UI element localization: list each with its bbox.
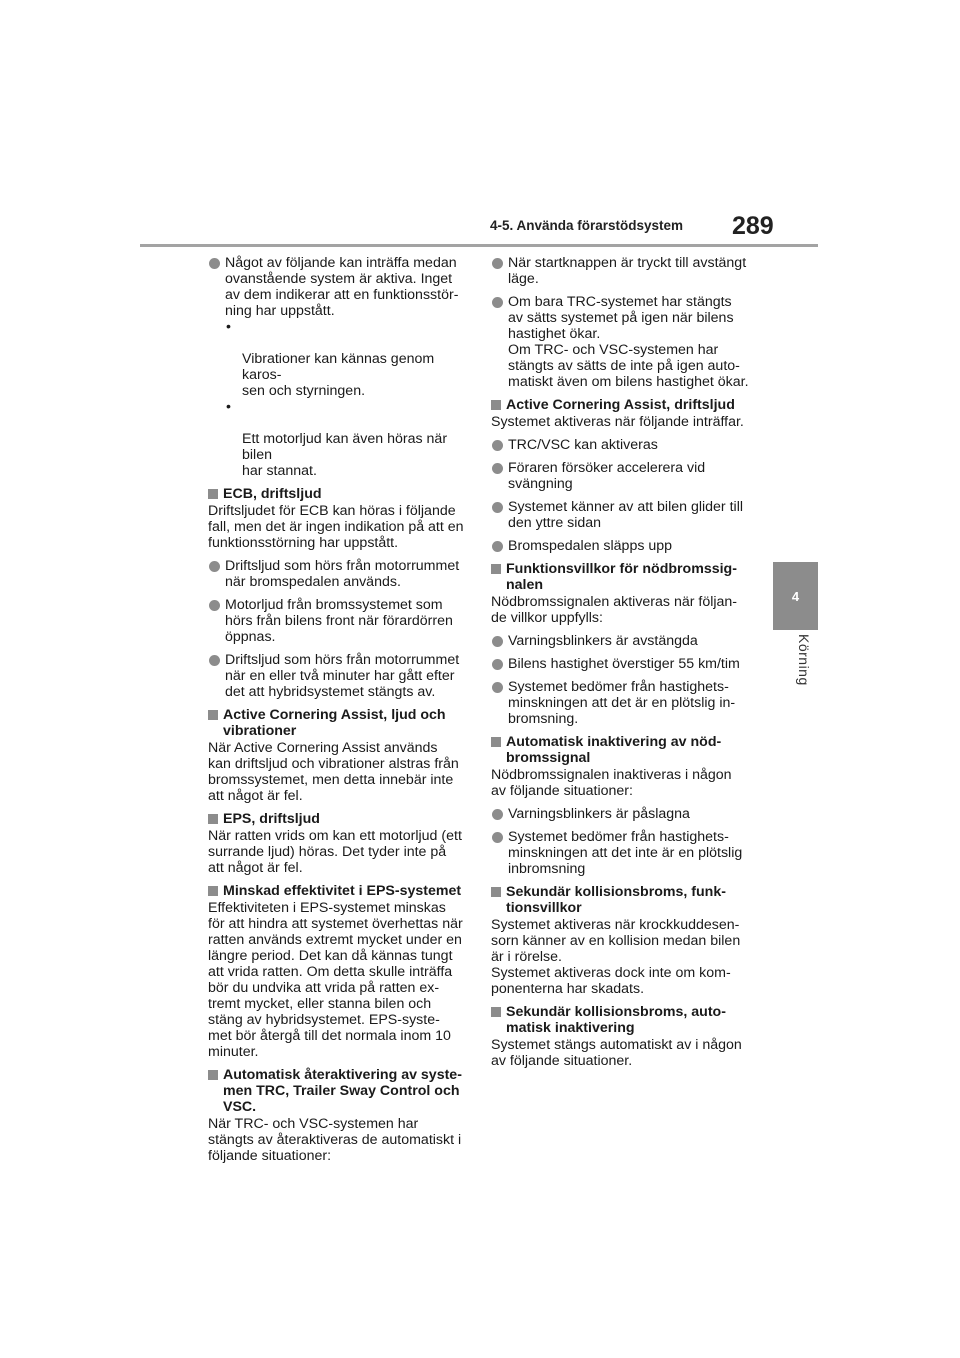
square-icon <box>208 814 218 824</box>
bullet-text: Driftsljud som hörs från motorrummet när en eller två minuter har gått efter det att hybridsystemet stängts av. <box>225 652 460 700</box>
sub-item <box>225 399 466 479</box>
heading-text: Sekundär kollisionsbroms, funk- tionsvillkor <box>506 884 726 916</box>
section-heading <box>208 811 466 827</box>
bullet-text: Bilens hastighet överstiger 55 km/tim <box>508 656 740 672</box>
paragraph: När TRC- och VSC-systemen har stängts av återaktiveras de automatiskt i följande situationer: <box>208 1116 462 1164</box>
section <box>491 734 749 799</box>
dash-icon: • <box>226 399 231 415</box>
bullet-icon <box>492 659 503 670</box>
section-heading <box>491 1004 749 1036</box>
bullet-text: Föraren försöker accelerera vid svängning <box>508 460 706 492</box>
sub-item-text: Vibrationer kan kännas genom karos- sen och styrningen. <box>242 351 435 399</box>
bullet-icon <box>492 832 503 843</box>
bullet-icon <box>209 655 220 666</box>
paragraph: När Active Cornering Assist används kan driftsljud och vibrationer alstras från bromssystemet, men detta innebär inte att något är fel. <box>208 740 459 804</box>
square-icon <box>491 887 501 897</box>
section <box>208 707 466 804</box>
bullet-item <box>491 538 749 554</box>
bullet-item <box>208 558 466 590</box>
heading-text: Funktionsvillkor för nödbromssig- nalen <box>506 561 737 593</box>
sub-item <box>225 319 466 399</box>
section <box>491 884 749 997</box>
section-heading <box>208 707 466 739</box>
bullet-text: Något av följande kan inträffa medan ovanstående system är aktiva. Inget av dem indikerar att en funktionsstör- ning har uppstått. <box>225 255 459 319</box>
bullet-text: Om bara TRC-systemet har stängts av sätts systemet på igen när bilens hastighet ökar. Om TRC- och VSC-systemen har stängts av sätts de inte på igen auto- matiskt även om bilens hastighet ökar. <box>508 294 749 390</box>
section <box>491 561 749 626</box>
page-number: 289 <box>732 212 774 240</box>
bullet-icon <box>492 297 503 308</box>
bullet-item <box>491 633 749 649</box>
bullet-text: Varningsblinkers är påslagna <box>508 806 690 822</box>
bullet-text: Driftsljud som hörs från motorrummet när bromspedalen används. <box>225 558 460 590</box>
bullet-text: Systemet känner av att bilen glider till den yttre sidan <box>508 499 743 531</box>
section <box>208 883 466 1060</box>
bullet-item <box>491 679 749 727</box>
bullet-item <box>208 597 466 645</box>
heading-text: Automatisk inaktivering av nöd- bromssignal <box>506 734 722 766</box>
bullet-icon <box>492 463 503 474</box>
bullet-icon <box>209 600 220 611</box>
section-heading <box>491 397 749 413</box>
paragraph: Driftsljudet för ECB kan höras i följande fall, men det är ingen indikation på att en funktionsstörning har uppstått. <box>208 503 464 551</box>
bullet-item <box>208 652 466 700</box>
heading-text: Minskad effektivitet i EPS-systemet <box>223 883 462 899</box>
bullet-icon <box>209 561 220 572</box>
bullet-icon <box>209 258 220 269</box>
bullet-text: När startknappen är tryckt till avstängt läge. <box>508 255 747 287</box>
bullet-icon <box>492 682 503 693</box>
paragraph: Systemet aktiveras när krockkuddesen- sorn känner av en kollision medan bilen är i rörelse. Systemet aktiveras dock inte om kom- ponenterna har skadats. <box>491 917 741 997</box>
section <box>208 811 466 876</box>
bullet-item <box>491 829 749 877</box>
section-heading <box>208 883 466 899</box>
heading-text: Active Cornering Assist, driftsljud <box>506 397 735 413</box>
section-heading <box>208 486 466 502</box>
dash-icon: • <box>226 319 231 335</box>
square-icon <box>208 710 218 720</box>
heading-text: ECB, driftsljud <box>223 486 322 502</box>
section-heading <box>491 734 749 766</box>
paragraph: Nödbromssignalen aktiveras när följan- de villkor uppfylls: <box>491 594 738 626</box>
bullet-icon <box>492 440 503 451</box>
paragraph: Effektiviteten i EPS-systemet minskas för att hindra att systemet överhettas när ratten används extremt mycket under en längre period. Det kan då kännas tungt att vrida ratten. Om detta skulle inträffa bör du undvika att vrida på ratten ex- tremt mycket, eller stanna bilen och stäng av hybridsystemet. EPS-syste- met bör återgå till det normala inom 10 minuter. <box>208 900 463 1060</box>
chapter-label: Körning <box>796 634 812 686</box>
bullet-text: TRC/VSC kan aktiveras <box>508 437 658 453</box>
square-icon <box>491 564 501 574</box>
square-icon <box>208 886 218 896</box>
heading-text: Sekundär kollisionsbroms, auto- matisk inaktivering <box>506 1004 726 1036</box>
bullet-item <box>491 437 749 453</box>
bullet-item <box>491 294 749 390</box>
right-column <box>491 255 749 1076</box>
paragraph: Systemet aktiveras när följande inträffar. <box>491 414 744 430</box>
section <box>208 1067 466 1164</box>
bullet-item <box>491 499 749 531</box>
chapter-tab: 4 <box>773 562 818 630</box>
section <box>491 397 749 430</box>
section <box>491 1004 749 1069</box>
section-heading <box>208 1067 466 1115</box>
bullet-text: Systemet bedömer från hastighets- minskningen att det är en plötslig in- bromsning. <box>508 679 736 727</box>
bullet-icon <box>492 502 503 513</box>
bullet-text: Varningsblinkers är avstängda <box>508 633 698 649</box>
bullet-item <box>491 656 749 672</box>
heading-text: EPS, driftsljud <box>223 811 320 827</box>
bullet-text: Bromspedalen släpps upp <box>508 538 673 554</box>
heading-text: Automatisk återaktivering av syste- men TRC, Trailer Sway Control och VSC. <box>223 1067 462 1115</box>
paragraph: När ratten vrids om kan ett motorljud (ett surrande ljud) höras. Det tyder inte på att något är fel. <box>208 828 462 876</box>
section-heading <box>491 884 749 916</box>
bullet-item <box>208 255 466 479</box>
section-heading <box>491 561 749 593</box>
square-icon <box>491 400 501 410</box>
bullet-icon <box>492 541 503 552</box>
paragraph: Systemet stängs automatiskt av i någon av följande situationer. <box>491 1037 742 1069</box>
sub-item-text: Ett motorljud kan även höras när bilen har stannat. <box>242 431 448 479</box>
section <box>208 486 466 551</box>
bullet-icon <box>492 258 503 269</box>
square-icon <box>491 737 501 747</box>
paragraph: Nödbromssignalen inaktiveras i någon av följande situationer: <box>491 767 732 799</box>
bullet-text: Motorljud från bromssystemet som hörs från bilens front när förardörren öppnas. <box>225 597 453 645</box>
header-rule <box>140 244 818 247</box>
bullet-item <box>491 255 749 287</box>
square-icon <box>208 1070 218 1080</box>
square-icon <box>491 1007 501 1017</box>
bullet-item <box>491 460 749 492</box>
section-title: 4-5. Använda förarstödsystem <box>490 218 684 233</box>
heading-text: Active Cornering Assist, ljud och vibrationer <box>223 707 446 739</box>
bullet-item <box>491 806 749 822</box>
square-icon <box>208 489 218 499</box>
bullet-text: Systemet bedömer från hastighets- minskningen att det inte är en plötslig inbromsning <box>508 829 743 877</box>
bullet-icon <box>492 636 503 647</box>
left-column <box>208 255 466 1171</box>
bullet-icon <box>492 809 503 820</box>
